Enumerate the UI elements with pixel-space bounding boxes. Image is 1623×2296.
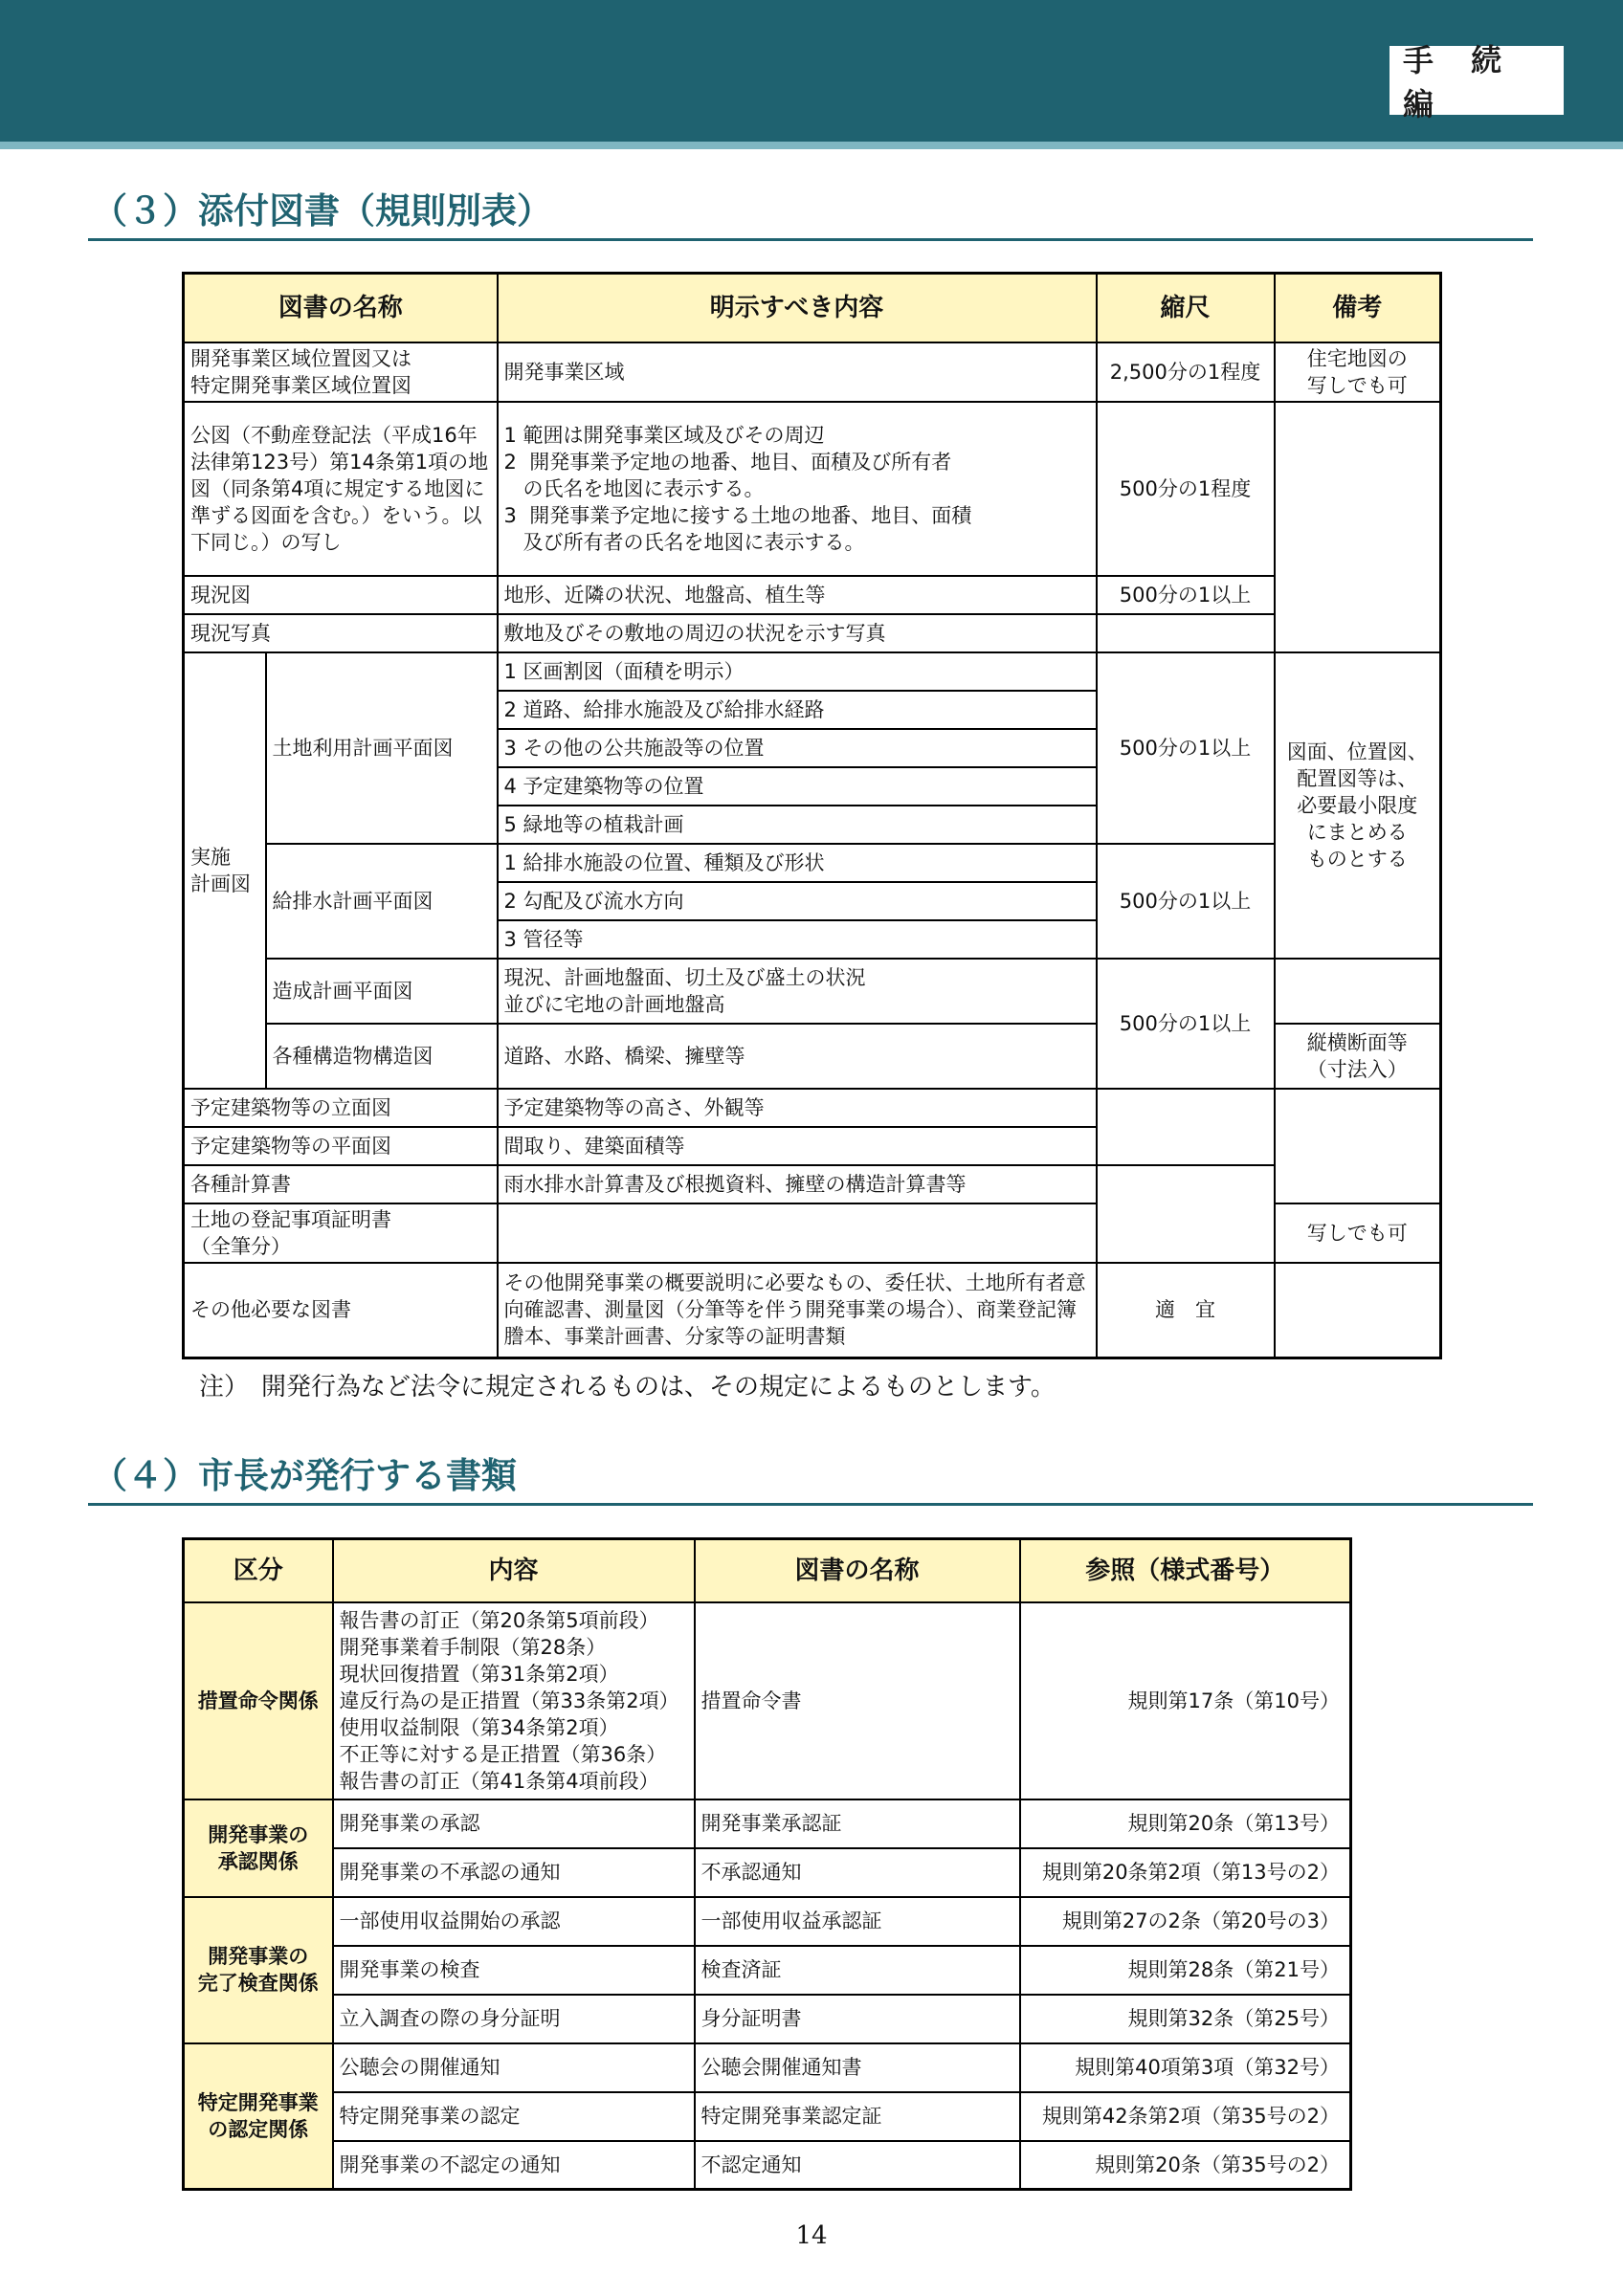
table-row-document: 身分証明書 [695, 1995, 1020, 2043]
table-row-reference: 規則第20条第2項（第13号の2） [1020, 1848, 1351, 1897]
col-header-reference: 参照（様式番号） [1020, 1539, 1351, 1602]
table-row-document: 検査済証 [695, 1946, 1020, 1995]
row-calculations-scale [1097, 1165, 1275, 1263]
row-other-scale: 適 宜 [1097, 1263, 1275, 1358]
row-elevation-content: 予定建築物等の高さ、外観等 [498, 1089, 1097, 1127]
header-stripe [0, 142, 1623, 149]
land-use-plan-name: 土地利用計画平面図 [266, 652, 498, 844]
col-header-content: 内容 [333, 1539, 695, 1602]
table-row-reference: 規則第27の2条（第20号の3） [1020, 1897, 1351, 1946]
table-row-document: 措置命令書 [695, 1602, 1020, 1799]
water-plan-item: 2 勾配及び流水方向 [498, 882, 1097, 920]
table-row-content: 特定開発事業の認定 [333, 2092, 695, 2141]
section-badge: 手 続 編 [1390, 46, 1564, 115]
table-row-document: 一部使用収益承認証 [695, 1897, 1020, 1946]
col-header-category: 区分 [184, 1539, 333, 1602]
table-row-content: 開発事業の不認定の通知 [333, 2141, 695, 2190]
implementation-group-label: 実施 計画図 [184, 652, 266, 1089]
table-row-document: 特定開発事業認定証 [695, 2092, 1020, 2141]
table-row-reference: 規則第42条第2項（第35号の2） [1020, 2092, 1351, 2141]
category-cell: 措置命令関係 [184, 1602, 333, 1799]
table-row-reference: 規則第40項第3項（第32号） [1020, 2043, 1351, 2092]
land-use-item: 3 その他の公共施設等の位置 [498, 729, 1097, 767]
issued-documents-table [182, 1537, 1352, 2191]
row-area-map-note: 住宅地図の 写しでも可 [1275, 342, 1441, 402]
col-header-name: 図書の名称 [184, 274, 498, 342]
page-number: 14 [795, 2221, 828, 2250]
table-row-content: 開発事業の承認 [333, 1799, 695, 1848]
structure-drawing-name: 各種構造物構造図 [266, 1024, 498, 1089]
table-row-document: 公聴会開催通知書 [695, 2043, 1020, 2092]
row-current-photo-name: 現況写真 [184, 614, 498, 652]
table-row-reference: 規則第32条（第25号） [1020, 1995, 1351, 2043]
row-cadastral-content: 1 範囲は開発事業区域及びその周辺 2 開発事業予定地の地番、地目、面積及び所有者 の氏名を地図に表示する。 3 開発事業予定地に接する土地の地番、地目、面積 及び所有者の氏名を地図に表示する。 [498, 402, 1097, 576]
table-row-reference: 規則第20条（第35号の2） [1020, 2141, 1351, 2190]
table-row-reference: 規則第20条（第13号） [1020, 1799, 1351, 1848]
row-elevation-name: 予定建築物等の立面図 [184, 1089, 498, 1127]
row-current-map-scale: 500分の1以上 [1097, 576, 1275, 614]
header-band [0, 0, 1623, 142]
water-plan-item: 1 給排水施設の位置、種類及び形状 [498, 844, 1097, 882]
row-floor-plan-name: 予定建築物等の平面図 [184, 1127, 498, 1165]
table-row-document: 開発事業承認証 [695, 1799, 1020, 1848]
land-use-plan-scale: 500分の1以上 [1097, 652, 1275, 844]
category-cell: 開発事業の 完了検査関係 [184, 1897, 333, 2043]
land-use-item: 4 予定建築物等の位置 [498, 767, 1097, 806]
table-row-content: 公聴会の開催通知 [333, 2043, 695, 2092]
grading-structure-scale: 500分の1以上 [1097, 959, 1275, 1089]
structure-drawing-content: 道路、水路、橋梁、擁壁等 [498, 1024, 1097, 1089]
implementation-shared-note: 図面、位置図、 配置図等は、 必要最小限度 にまとめる ものとする [1275, 652, 1441, 959]
category-cell: 開発事業の 承認関係 [184, 1799, 333, 1897]
row-other-content: その他開発事業の概要説明に必要なもの、委任状、土地所有者意向確認書、測量図（分筆等を伴う開発事業の場合）、商業登記簿謄本、事業計画書、分家等の証明書類 [498, 1263, 1097, 1358]
row-elevation-scale [1097, 1089, 1275, 1165]
water-plan-scale: 500分の1以上 [1097, 844, 1275, 959]
row-current-map-name: 現況図 [184, 576, 498, 614]
row-floor-plan-content: 間取り、建築面積等 [498, 1127, 1097, 1165]
row-registry-name: 土地の登記事項証明書 （全筆分） [184, 1203, 498, 1263]
table-row-content: 開発事業の不承認の通知 [333, 1848, 695, 1897]
row-current-photo-scale [1097, 614, 1275, 652]
table-row-document: 不認定通知 [695, 2141, 1020, 2190]
col-header-document: 図書の名称 [695, 1539, 1020, 1602]
col-header-content: 明示すべき内容 [498, 274, 1097, 342]
table-row-content: 報告書の訂正（第20条第5項前段） 開発事業着手制限（第28条） 現状回復措置（第31条第2項） 違反行為の是正措置（第33条第2項） 使用収益制限（第34条第2項） 不正等に対する是正措置（第36条） 報告書の訂正（第41条第4項前段） [333, 1602, 695, 1799]
grading-plan-note [1275, 959, 1441, 1024]
row-calculations-content: 雨水排水計算書及び根拠資料、擁壁の構造計算書等 [498, 1165, 1097, 1203]
row-area-map-content: 開発事業区域 [498, 342, 1097, 402]
row-cadastral-note [1275, 402, 1441, 652]
section4-heading: （４）市長が発行する書類 [88, 1452, 1533, 1506]
col-header-note: 備考 [1275, 274, 1441, 342]
row-other-note [1275, 1263, 1441, 1358]
category-cell: 特定開発事業 の認定関係 [184, 2043, 333, 2190]
row-other-name: その他必要な図書 [184, 1263, 498, 1358]
row-cadastral-name: 公図（不動産登記法（平成16年法律第123号）第14条第1項の地図（同条第4項に規定する地図に準ずる図面を含む。）をいう。以下同じ。）の写し [184, 402, 498, 576]
row-calculations-name: 各種計算書 [184, 1165, 498, 1203]
table-row-reference: 規則第28条（第21号） [1020, 1946, 1351, 1995]
land-use-item: 1 区画割図（面積を明示） [498, 652, 1097, 691]
land-use-item: 5 緑地等の植栽計画 [498, 806, 1097, 844]
row-registry-content [498, 1203, 1097, 1263]
water-plan-item: 3 管径等 [498, 920, 1097, 959]
row-registry-note: 写しでも可 [1275, 1203, 1441, 1263]
section3-footnote: 注） 開発行為など法令に規定されるものは、その規定によるものとします。 [199, 1373, 1056, 1402]
table-row-content: 立入調査の際の身分証明 [333, 1995, 695, 2043]
table-row-content: 一部使用収益開始の承認 [333, 1897, 695, 1946]
row-current-photo-content: 敷地及びその敷地の周辺の状況を示す写真 [498, 614, 1097, 652]
row-area-map-scale: 2,500分の1程度 [1097, 342, 1275, 402]
grading-plan-name: 造成計画平面図 [266, 959, 498, 1024]
row-area-map-name: 開発事業区域位置図又は 特定開発事業区域位置図 [184, 342, 498, 402]
table-row-reference: 規則第17条（第10号） [1020, 1602, 1351, 1799]
land-use-item: 2 道路、給排水施設及び給排水経路 [498, 691, 1097, 729]
table-row-content: 開発事業の検査 [333, 1946, 695, 1995]
water-plan-name: 給排水計画平面図 [266, 844, 498, 959]
section3-heading: （３）添付図書（規則別表） [88, 188, 1533, 241]
grading-plan-content: 現況、計画地盤面、切土及び盛土の状況 並びに宅地の計画地盤高 [498, 959, 1097, 1024]
col-header-scale: 縮尺 [1097, 274, 1275, 342]
row-current-map-content: 地形、近隣の状況、地盤高、植生等 [498, 576, 1097, 614]
row-cadastral-scale: 500分の1程度 [1097, 402, 1275, 576]
row-elevation-note [1275, 1089, 1441, 1203]
structure-drawing-note: 縦横断面等 （寸法入） [1275, 1024, 1441, 1089]
table-row-document: 不承認通知 [695, 1848, 1020, 1897]
attachments-table [182, 272, 1442, 1359]
